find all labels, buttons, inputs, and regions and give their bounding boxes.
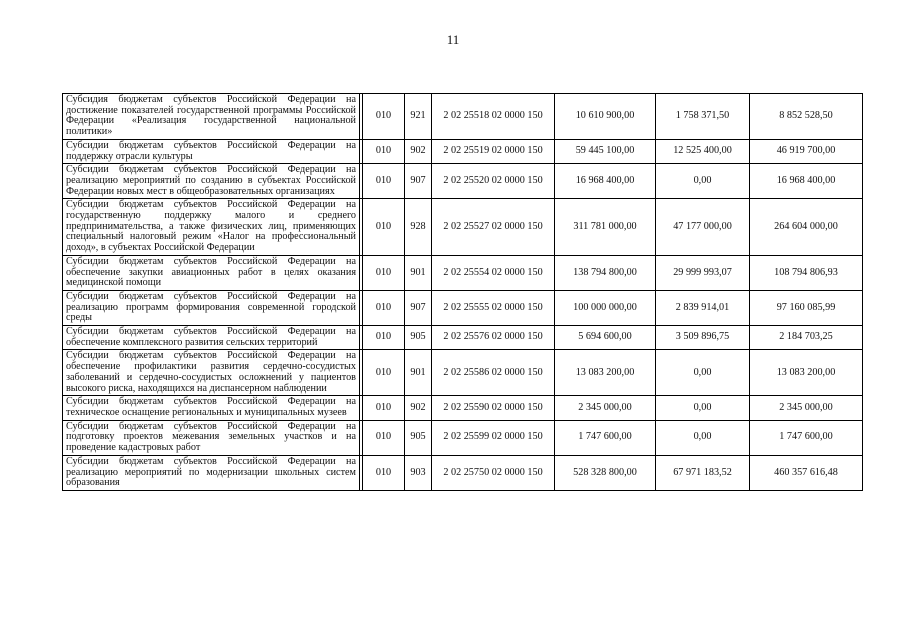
plan-amount-cell: 2 345 000,00	[555, 396, 656, 420]
executed-amount-cell: 47 177 000,00	[656, 199, 750, 256]
section-code-cell: 010	[363, 420, 405, 455]
section-code-cell: 010	[363, 326, 405, 350]
subsidy-description-cell: Субсидии бюджетам субъектов Российской Федерации на техническое оснащение региональных и муниципальных музеев	[63, 396, 360, 420]
table-row	[63, 94, 863, 140]
subsidy-description-cell: Субсидии бюджетам субъектов Российской Федерации на реализацию программ формирования современной городской среды	[63, 290, 360, 325]
table-row	[63, 326, 863, 350]
admin-code-cell: 907	[405, 290, 432, 325]
admin-code-cell: 901	[405, 255, 432, 290]
admin-code-cell: 902	[405, 139, 432, 163]
remaining-amount-cell: 460 357 616,48	[750, 455, 863, 490]
table-row	[63, 139, 863, 163]
remaining-amount-cell: 2 345 000,00	[750, 396, 863, 420]
subsidy-description-cell: Субсидии бюджетам субъектов Российской Федерации на реализацию мероприятий по созданию в субъектах Российской Федерации новых мест в общеобразовательных организациях	[63, 164, 360, 199]
remaining-amount-cell: 1 747 600,00	[750, 420, 863, 455]
table-row	[63, 420, 863, 455]
budget-table	[62, 93, 863, 491]
table-row	[63, 199, 863, 256]
executed-amount-cell: 0,00	[656, 396, 750, 420]
budget-code-cell: 2 02 25555 02 0000 150	[432, 290, 555, 325]
executed-amount-cell: 29 999 993,07	[656, 255, 750, 290]
section-code-cell: 010	[363, 199, 405, 256]
budget-code-cell: 2 02 25750 02 0000 150	[432, 455, 555, 490]
budget-code-cell: 2 02 25599 02 0000 150	[432, 420, 555, 455]
section-code-cell: 010	[363, 455, 405, 490]
section-code-cell: 010	[363, 255, 405, 290]
section-code-cell: 010	[363, 164, 405, 199]
subsidy-description-cell: Субсидии бюджетам субъектов Российской Федерации на поддержку отрасли культуры	[63, 139, 360, 163]
executed-amount-cell: 0,00	[656, 420, 750, 455]
subsidy-description-cell: Субсидии бюджетам субъектов Российской Федерации на обеспечение профилактики развития сердечно-сосудистых заболеваний и сердечно-сосудистых осложнений у пациентов высокого риска, находящихся на диспансерном наблюдении	[63, 350, 360, 396]
budget-code-cell: 2 02 25576 02 0000 150	[432, 326, 555, 350]
plan-amount-cell: 5 694 600,00	[555, 326, 656, 350]
executed-amount-cell: 3 509 896,75	[656, 326, 750, 350]
table-row	[63, 455, 863, 490]
admin-code-cell: 903	[405, 455, 432, 490]
subsidy-description-cell: Субсидии бюджетам субъектов Российской Федерации на подготовку проектов межевания земельных участков и на проведение кадастровых работ	[63, 420, 360, 455]
table-row	[63, 290, 863, 325]
plan-amount-cell: 100 000 000,00	[555, 290, 656, 325]
subsidy-description-cell: Субсидии бюджетам субъектов Российской Федерации на государственную поддержку малого и среднего предпринимательства, а также физических лиц, применяющих специальный налоговый режим «Налог на профессиональный доход», в субъектах Российской Федерации	[63, 199, 360, 256]
budget-code-cell: 2 02 25520 02 0000 150	[432, 164, 555, 199]
subsidy-description-cell: Субсидии бюджетам субъектов Российской Федерации на обеспечение закупки авиационных работ в целях оказания медицинской помощи	[63, 255, 360, 290]
remaining-amount-cell: 264 604 000,00	[750, 199, 863, 256]
plan-amount-cell: 528 328 800,00	[555, 455, 656, 490]
table-row	[63, 164, 863, 199]
plan-amount-cell: 1 747 600,00	[555, 420, 656, 455]
remaining-amount-cell: 46 919 700,00	[750, 139, 863, 163]
executed-amount-cell: 1 758 371,50	[656, 94, 750, 140]
admin-code-cell: 901	[405, 350, 432, 396]
budget-code-cell: 2 02 25518 02 0000 150	[432, 94, 555, 140]
table-row	[63, 255, 863, 290]
remaining-amount-cell: 16 968 400,00	[750, 164, 863, 199]
section-code-cell: 010	[363, 290, 405, 325]
section-code-cell: 010	[363, 396, 405, 420]
budget-code-cell: 2 02 25554 02 0000 150	[432, 255, 555, 290]
budget-code-cell: 2 02 25527 02 0000 150	[432, 199, 555, 256]
plan-amount-cell: 13 083 200,00	[555, 350, 656, 396]
executed-amount-cell: 0,00	[656, 350, 750, 396]
plan-amount-cell: 10 610 900,00	[555, 94, 656, 140]
section-code-cell: 010	[363, 139, 405, 163]
admin-code-cell: 905	[405, 420, 432, 455]
budget-code-cell: 2 02 25586 02 0000 150	[432, 350, 555, 396]
remaining-amount-cell: 108 794 806,93	[750, 255, 863, 290]
executed-amount-cell: 67 971 183,52	[656, 455, 750, 490]
plan-amount-cell: 138 794 800,00	[555, 255, 656, 290]
admin-code-cell: 907	[405, 164, 432, 199]
admin-code-cell: 905	[405, 326, 432, 350]
remaining-amount-cell: 2 184 703,25	[750, 326, 863, 350]
section-code-cell: 010	[363, 94, 405, 140]
budget-code-cell: 2 02 25590 02 0000 150	[432, 396, 555, 420]
executed-amount-cell: 0,00	[656, 164, 750, 199]
table-row	[63, 396, 863, 420]
section-code-cell: 010	[363, 350, 405, 396]
table-body	[63, 94, 863, 491]
subsidy-description-cell: Субсидии бюджетам субъектов Российской Федерации на обеспечение комплексного развития сельских территорий	[63, 326, 360, 350]
table-row	[63, 350, 863, 396]
plan-amount-cell: 59 445 100,00	[555, 139, 656, 163]
executed-amount-cell: 2 839 914,01	[656, 290, 750, 325]
subsidy-description-cell: Субсидия бюджетам субъектов Российской Федерации на достижение показателей государственной программы Российской Федерации «Реализация государственной национальной политики»	[63, 94, 360, 140]
subsidy-description-cell: Субсидии бюджетам субъектов Российской Федерации на реализацию мероприятий по модернизации школьных систем образования	[63, 455, 360, 490]
remaining-amount-cell: 13 083 200,00	[750, 350, 863, 396]
remaining-amount-cell: 97 160 085,99	[750, 290, 863, 325]
executed-amount-cell: 12 525 400,00	[656, 139, 750, 163]
plan-amount-cell: 311 781 000,00	[555, 199, 656, 256]
admin-code-cell: 928	[405, 199, 432, 256]
budget-code-cell: 2 02 25519 02 0000 150	[432, 139, 555, 163]
remaining-amount-cell: 8 852 528,50	[750, 94, 863, 140]
page-number: 11	[446, 32, 460, 47]
admin-code-cell: 921	[405, 94, 432, 140]
plan-amount-cell: 16 968 400,00	[555, 164, 656, 199]
admin-code-cell: 902	[405, 396, 432, 420]
